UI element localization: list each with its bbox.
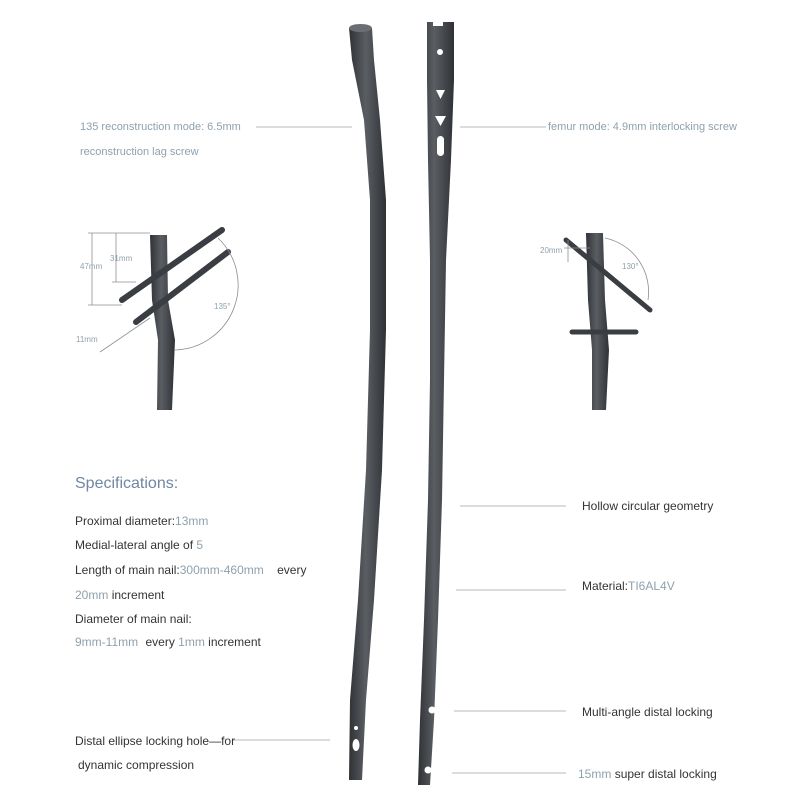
distal-hole-1 bbox=[429, 707, 436, 714]
ml-value: 5 bbox=[196, 538, 204, 552]
angle-135: 135° bbox=[214, 302, 231, 311]
distal-hole-2 bbox=[425, 767, 432, 774]
multi-angle-label: Multi-angle distal locking bbox=[582, 705, 713, 719]
diameter-every: every bbox=[145, 635, 175, 649]
proximal-hole-1 bbox=[437, 49, 443, 55]
length-step: 20mm bbox=[75, 588, 109, 602]
material-label-row bbox=[582, 579, 675, 593]
hollow-geometry-label: Hollow circular geometry bbox=[582, 499, 714, 513]
femur-mode-label: femur mode: 4.9mm interlocking screw bbox=[548, 121, 737, 133]
proximal-label: Proximal diameter: bbox=[75, 514, 176, 528]
super-distal-label: super distal locking bbox=[614, 767, 717, 781]
main-nail-right bbox=[418, 22, 454, 785]
spec-diameter-label: Diameter of main nail: bbox=[75, 612, 192, 626]
dim-47mm: 47mm bbox=[80, 262, 103, 271]
length-value: 300mm-460mm bbox=[179, 563, 264, 577]
distal-ellipse-hole bbox=[353, 739, 360, 751]
spec-length-increment bbox=[75, 588, 164, 602]
recon-mode-line1: 135 reconstruction mode: 6.5mm bbox=[80, 121, 241, 133]
super-distal-row bbox=[578, 767, 717, 781]
spec-length bbox=[75, 563, 306, 577]
interlocking-diagram bbox=[564, 233, 650, 410]
recon-mode-line2: reconstruction lag screw bbox=[80, 146, 199, 158]
spec-ml-angle bbox=[75, 538, 203, 552]
diameter-value: 9mm-11mm bbox=[75, 635, 139, 649]
specifications-title: Specifications: bbox=[75, 475, 179, 492]
spec-proximal-diameter bbox=[75, 514, 208, 528]
distal-ellipse-line1: Distal ellipse locking hole—for bbox=[75, 734, 236, 748]
angle-130: 130° bbox=[622, 262, 639, 271]
dim-20mm: 20mm bbox=[540, 246, 563, 255]
dim-31mm: 31mm bbox=[110, 254, 133, 263]
proximal-value: 13mm bbox=[175, 514, 209, 528]
length-label: Length of main nail: bbox=[75, 563, 180, 577]
dim-11mm: 11mm bbox=[76, 335, 98, 344]
diameter-increment: increment bbox=[208, 635, 261, 649]
length-increment: increment bbox=[111, 588, 165, 602]
ml-label: Medial-lateral angle of bbox=[75, 538, 194, 552]
diameter-step: 1mm bbox=[178, 635, 205, 649]
length-every: every bbox=[277, 563, 307, 577]
proximal-slot bbox=[437, 136, 444, 156]
material-value: TI6AL4V bbox=[628, 579, 675, 593]
super-distal-value: 15mm bbox=[578, 767, 612, 781]
material-label: Material: bbox=[582, 579, 629, 593]
spec-diameter-range bbox=[75, 635, 261, 649]
distal-ellipse-line2: dynamic compression bbox=[78, 758, 195, 772]
main-nail-left bbox=[349, 28, 386, 780]
